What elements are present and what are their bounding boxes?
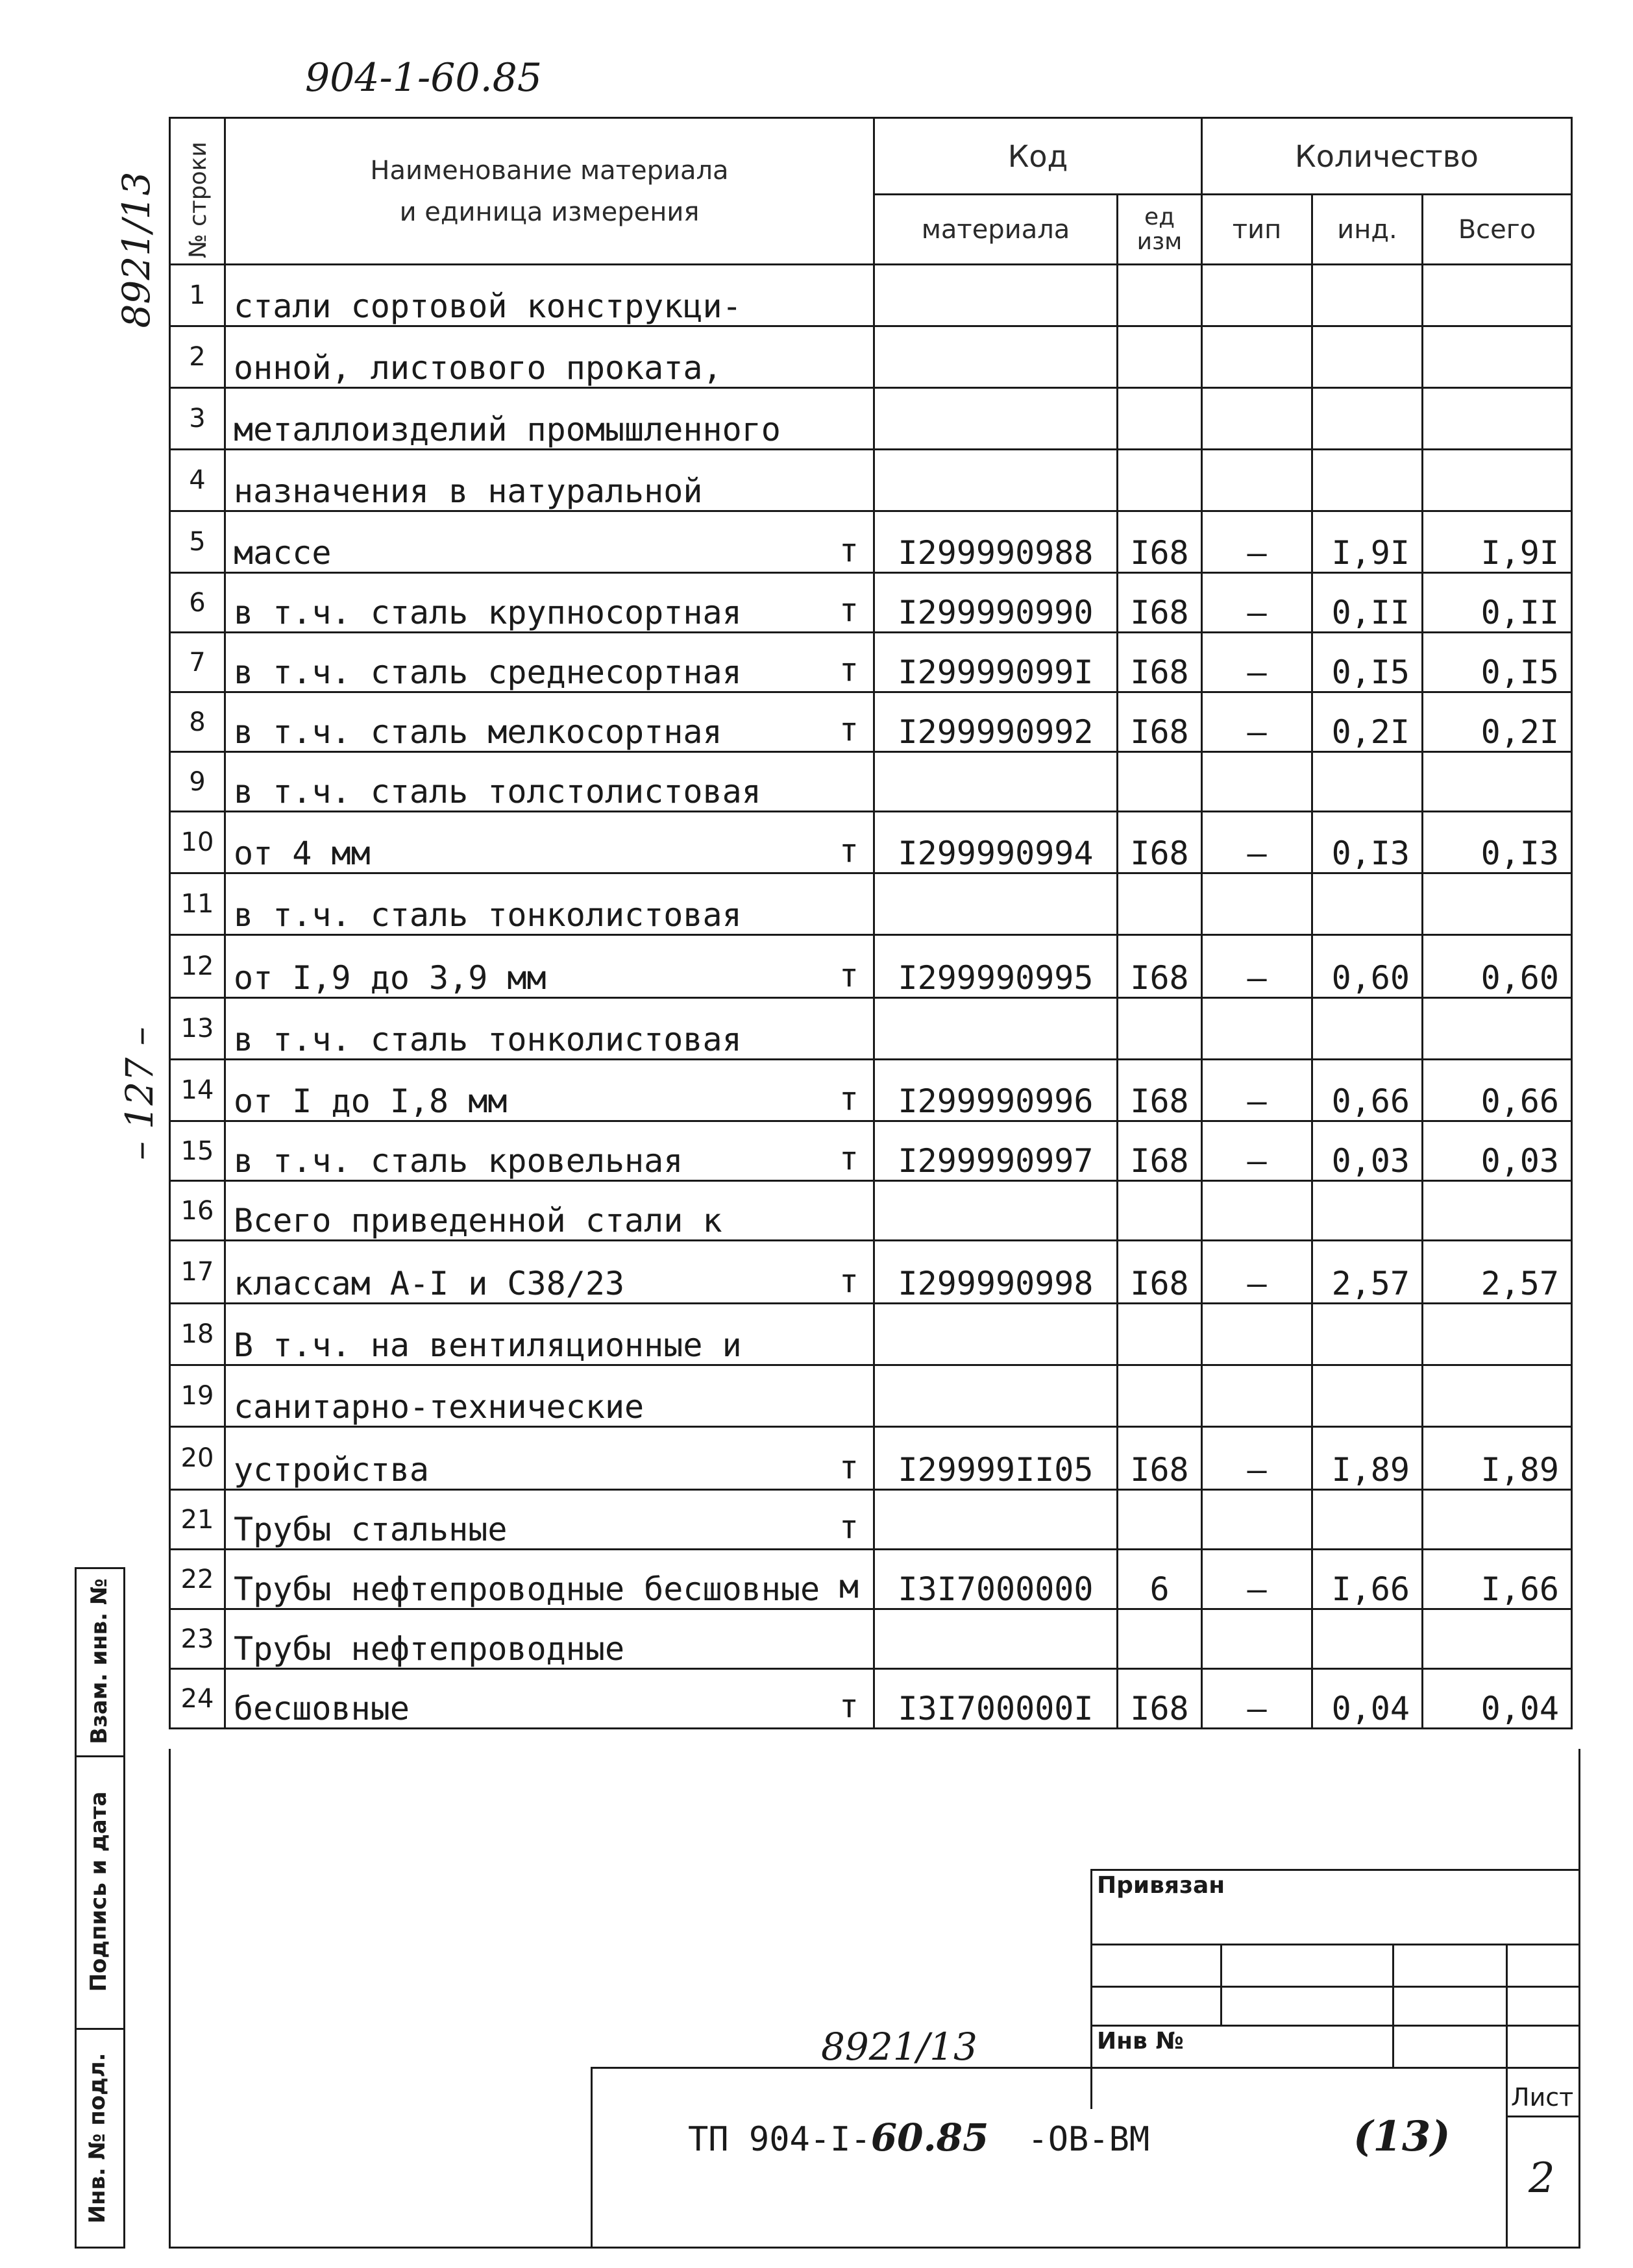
quantity-ind: 0,03 <box>1312 1121 1423 1181</box>
quantity-total <box>1423 873 1572 935</box>
quantity-total <box>1423 450 1572 511</box>
unit-of-measure: т <box>839 1687 859 1725</box>
material-name-cell <box>225 873 874 935</box>
quantity-ind: I,9I <box>1312 511 1423 573</box>
quantity-type: – <box>1202 812 1312 873</box>
quantity-type: – <box>1202 511 1312 573</box>
quantity-total: I,89 <box>1423 1427 1572 1490</box>
row-number: 2 <box>170 326 225 388</box>
unit-code: I68 <box>1118 1427 1202 1490</box>
table-row <box>170 692 1572 752</box>
unit-code: I68 <box>1118 633 1202 692</box>
unit-code: I68 <box>1118 935 1202 998</box>
row-number: 12 <box>170 935 225 998</box>
material-name: Трубы нефтепроводные бесшовные <box>234 1570 820 1608</box>
quantity-type: – <box>1202 1550 1312 1609</box>
type-header: тип <box>1202 195 1312 265</box>
material-name-cell <box>225 752 874 812</box>
quantity-ind: 0,66 <box>1312 1060 1423 1121</box>
material-name: бесшовные <box>234 1690 410 1727</box>
row-number: 18 <box>170 1304 225 1365</box>
material-name-cell <box>225 1609 874 1669</box>
material-code <box>874 1365 1118 1427</box>
quantity-total: I,66 <box>1423 1550 1572 1609</box>
table-row <box>170 1181 1572 1241</box>
quantity-total <box>1423 265 1572 326</box>
unit-code <box>1118 1490 1202 1550</box>
unit-code <box>1118 1304 1202 1365</box>
unit-of-measure: т <box>839 832 859 870</box>
material-code: I299990994 <box>874 812 1118 873</box>
material-name-cell <box>225 326 874 388</box>
table-row <box>170 1304 1572 1365</box>
unit-code: I68 <box>1118 573 1202 633</box>
material-name-cell <box>225 511 874 573</box>
quantity-type: – <box>1202 573 1312 633</box>
quantity-ind: 0,2I <box>1312 692 1423 752</box>
quantity-total: 0,2I <box>1423 692 1572 752</box>
unit-of-measure: т <box>839 711 859 748</box>
table-row <box>170 998 1572 1060</box>
unit-code <box>1118 265 1202 326</box>
material-code: I3I7000000 <box>874 1550 1118 1609</box>
unit-of-measure: т <box>839 957 859 994</box>
quantity-type: – <box>1202 1427 1312 1490</box>
row-number: 16 <box>170 1181 225 1241</box>
signature-date-label: Подпись и дата <box>86 1791 112 1992</box>
quantity-total: 0,60 <box>1423 935 1572 998</box>
material-code <box>874 1609 1118 1669</box>
row-number: 10 <box>170 812 225 873</box>
quantity-ind <box>1312 265 1423 326</box>
quantity-total: 0,I3 <box>1423 812 1572 873</box>
sheet-number: 2 <box>1529 2154 1555 2202</box>
material-name: в т.ч. сталь среднесортная <box>234 653 742 691</box>
material-name: в т.ч. сталь тонколистовая <box>234 1021 742 1058</box>
material-code <box>874 752 1118 812</box>
material-name-cell <box>225 1427 874 1490</box>
quantity-type <box>1202 1304 1312 1365</box>
document-code <box>688 2116 1149 2160</box>
table-row <box>170 1241 1572 1304</box>
material-code: I299990995 <box>874 935 1118 998</box>
material-name-cell <box>225 1365 874 1427</box>
row-number: 7 <box>170 633 225 692</box>
material-name: Трубы стальные <box>234 1511 508 1548</box>
material-code <box>874 1304 1118 1365</box>
material-name: назначения в натуральной <box>234 472 703 510</box>
row-number: 13 <box>170 998 225 1060</box>
unit-code <box>1118 752 1202 812</box>
unit-of-measure: т <box>839 1448 859 1486</box>
material-name: В т.ч. на вентиляционные и <box>234 1326 742 1364</box>
unit-of-measure: т <box>839 531 859 569</box>
table-row <box>170 935 1572 998</box>
material-name: в т.ч. сталь мелкосортная <box>234 713 722 751</box>
material-name: в т.ч. сталь кровельная <box>234 1142 683 1180</box>
quantity-total <box>1423 1609 1572 1669</box>
material-name-cell <box>225 633 874 692</box>
material-name-cell <box>225 1060 874 1121</box>
quantity-total: 0,I5 <box>1423 633 1572 692</box>
quantity-type <box>1202 1609 1312 1669</box>
quantity-total: 0,04 <box>1423 1669 1572 1729</box>
row-number: 1 <box>170 265 225 326</box>
quantity-type <box>1202 1490 1312 1550</box>
unit-code: I68 <box>1118 1669 1202 1729</box>
unit-code <box>1118 1181 1202 1241</box>
quantity-type <box>1202 388 1312 450</box>
quantity-type <box>1202 450 1312 511</box>
row-number: 14 <box>170 1060 225 1121</box>
material-name-cell <box>225 812 874 873</box>
row-number: 5 <box>170 511 225 573</box>
linked-label: Привязан <box>1097 1872 1225 1899</box>
quantity-ind <box>1312 388 1423 450</box>
quantity-type <box>1202 752 1312 812</box>
quantity-ind <box>1312 450 1423 511</box>
material-name-cell <box>225 1304 874 1365</box>
table-row <box>170 812 1572 873</box>
unit-code <box>1118 1609 1202 1669</box>
quantity-ind: 2,57 <box>1312 1241 1423 1304</box>
material-name: в т.ч. сталь толстолистовая <box>234 773 761 811</box>
material-code <box>874 450 1118 511</box>
material-name: в т.ч. сталь крупносортная <box>234 594 742 631</box>
material-name-cell <box>225 1550 874 1609</box>
quantity-type: – <box>1202 1241 1312 1304</box>
quantity-total: 2,57 <box>1423 1241 1572 1304</box>
material-name-cell <box>225 573 874 633</box>
material-name-cell <box>225 1669 874 1729</box>
sheet-label: Лист <box>1511 2083 1574 2112</box>
material-code: I3I700000I <box>874 1669 1118 1729</box>
left-inventory-number: 8921/13 <box>114 171 158 328</box>
document-code-prefix: ТП 904-I- <box>688 2120 871 2159</box>
quantity-total: I,9I <box>1423 511 1572 573</box>
material-code <box>874 1181 1118 1241</box>
material-code: I299990996 <box>874 1060 1118 1121</box>
table-row <box>170 1365 1572 1427</box>
material-name: стали сортовой конструкци- <box>234 287 742 325</box>
ind-header: инд. <box>1312 195 1423 265</box>
quantity-total <box>1423 1304 1572 1365</box>
materials-table <box>169 117 1573 1729</box>
quantity-type <box>1202 265 1312 326</box>
quantity-total: 0,66 <box>1423 1060 1572 1121</box>
unit-code: 6 <box>1118 1550 1202 1609</box>
quantity-ind <box>1312 1181 1423 1241</box>
row-number: 21 <box>170 1490 225 1550</box>
replace-inventory-label: Взам. инв. № <box>86 1578 112 1744</box>
unit-code: I68 <box>1118 1060 1202 1121</box>
quantity-ind <box>1312 1365 1423 1427</box>
unit-code <box>1118 450 1202 511</box>
unit-of-measure: т <box>839 1508 859 1546</box>
material-name-cell <box>225 692 874 752</box>
quantity-ind <box>1312 873 1423 935</box>
quantity-total: 0,03 <box>1423 1121 1572 1181</box>
material-name: классам А-I и С38/23 <box>234 1265 625 1302</box>
row-number: 11 <box>170 873 225 935</box>
quantity-ind <box>1312 1304 1423 1365</box>
unit-code <box>1118 1365 1202 1427</box>
table-row <box>170 1609 1572 1669</box>
material-name-cell <box>225 388 874 450</box>
table-row <box>170 573 1572 633</box>
material-name: Трубы нефтепроводные <box>234 1630 625 1668</box>
row-number: 8 <box>170 692 225 752</box>
table-row <box>170 1550 1572 1609</box>
quantity-ind <box>1312 1490 1423 1550</box>
document-code-suffix: -ОВ-ВМ <box>1027 2120 1150 2159</box>
page-number: – 127 – <box>117 1027 162 1160</box>
material-name: онной, листового проката, <box>234 349 722 387</box>
unit-code <box>1118 873 1202 935</box>
material-name: металлоизделий промышленного <box>234 411 781 448</box>
material-code: I299990990 <box>874 573 1118 633</box>
material-code: I29999099I <box>874 633 1118 692</box>
name-header: Наименование материала и единица измерения <box>225 118 874 265</box>
quantity-total <box>1423 1181 1572 1241</box>
material-code <box>874 326 1118 388</box>
unit-header: ед изм <box>1118 195 1202 265</box>
table-row <box>170 752 1572 812</box>
material-name-cell <box>225 1241 874 1304</box>
quantity-ind <box>1312 1609 1423 1669</box>
material-name-cell <box>225 1121 874 1181</box>
material-name: от 4 мм <box>234 835 371 872</box>
unit-of-measure: т <box>839 1262 859 1300</box>
row-number: 22 <box>170 1550 225 1609</box>
sheet-of-handwritten: (13) <box>1353 2112 1451 2161</box>
table-row <box>170 873 1572 935</box>
row-number: 23 <box>170 1609 225 1669</box>
quantity-total <box>1423 326 1572 388</box>
material-name: устройства <box>234 1451 430 1489</box>
quantity-total <box>1423 998 1572 1060</box>
quantity-ind: 0,I3 <box>1312 812 1423 873</box>
quantity-type: – <box>1202 633 1312 692</box>
quantity-type <box>1202 326 1312 388</box>
table-row <box>170 450 1572 511</box>
table-row <box>170 1121 1572 1181</box>
material-code: I299990997 <box>874 1121 1118 1181</box>
quantity-type: – <box>1202 1060 1312 1121</box>
row-number: 6 <box>170 573 225 633</box>
unit-code <box>1118 388 1202 450</box>
material-code: I29999II05 <box>874 1427 1118 1490</box>
quantity-type: – <box>1202 692 1312 752</box>
material-name-cell <box>225 265 874 326</box>
quantity-ind: 0,04 <box>1312 1669 1423 1729</box>
quantity-type: – <box>1202 1121 1312 1181</box>
quantity-ind <box>1312 326 1423 388</box>
quantity-type <box>1202 1365 1312 1427</box>
material-name: массе <box>234 534 332 572</box>
quantity-total <box>1423 388 1572 450</box>
unit-of-measure: м <box>839 1568 859 1605</box>
unit-code: I68 <box>1118 692 1202 752</box>
quantity-type <box>1202 1181 1312 1241</box>
row-number: 15 <box>170 1121 225 1181</box>
quantity-ind <box>1312 752 1423 812</box>
quantity-ind: 0,I5 <box>1312 633 1423 692</box>
document-number: 904-1-60.85 <box>305 55 543 101</box>
unit-of-measure: т <box>839 1140 859 1177</box>
document-code-handwritten: 60.85 <box>870 2116 989 2160</box>
quantity-header: Количество <box>1202 118 1572 195</box>
row-number: 17 <box>170 1241 225 1304</box>
material-name: в т.ч. сталь тонколистовая <box>234 896 742 934</box>
table-row <box>170 1060 1572 1121</box>
table-row <box>170 1490 1572 1550</box>
unit-code: I68 <box>1118 511 1202 573</box>
row-number: 9 <box>170 752 225 812</box>
material-name-cell <box>225 1181 874 1241</box>
material-code: I299990992 <box>874 692 1118 752</box>
material-name: от I,9 до 3,9 мм <box>234 959 546 997</box>
material-name-cell <box>225 998 874 1060</box>
table-row <box>170 265 1572 326</box>
unit-code: I68 <box>1118 1121 1202 1181</box>
quantity-ind: 0,60 <box>1312 935 1423 998</box>
inventory-number-handwritten: 8921/13 <box>821 2025 977 2069</box>
quantity-total <box>1423 1365 1572 1427</box>
quantity-type <box>1202 873 1312 935</box>
table-row <box>170 633 1572 692</box>
unit-of-measure: т <box>839 651 859 689</box>
material-code <box>874 873 1118 935</box>
row-number: 3 <box>170 388 225 450</box>
quantity-type: – <box>1202 1669 1312 1729</box>
material-code <box>874 998 1118 1060</box>
material-code <box>874 388 1118 450</box>
quantity-ind: I,89 <box>1312 1427 1423 1490</box>
material-code <box>874 265 1118 326</box>
unit-of-measure: т <box>839 1080 859 1117</box>
quantity-ind: I,66 <box>1312 1550 1423 1609</box>
unit-of-measure: т <box>839 591 859 629</box>
material-name: Всего приведенной стали к <box>234 1202 722 1239</box>
table-row <box>170 511 1572 573</box>
inventory-original-label: Инв. № подл. <box>84 2053 110 2224</box>
table-row <box>170 388 1572 450</box>
quantity-total: 0,II <box>1423 573 1572 633</box>
material-code-header: материала <box>874 195 1118 265</box>
quantity-total <box>1423 752 1572 812</box>
unit-code: I68 <box>1118 812 1202 873</box>
inventory-no-label: Инв № <box>1097 2028 1184 2055</box>
material-code: I299990988 <box>874 511 1118 573</box>
material-name-cell <box>225 450 874 511</box>
material-code <box>874 1490 1118 1550</box>
row-number: 20 <box>170 1427 225 1490</box>
code-header: Код <box>874 118 1202 195</box>
unit-code <box>1118 326 1202 388</box>
quantity-ind: 0,II <box>1312 573 1423 633</box>
material-code: I299990998 <box>874 1241 1118 1304</box>
table-row <box>170 1427 1572 1490</box>
row-number: 24 <box>170 1669 225 1729</box>
unit-code: I68 <box>1118 1241 1202 1304</box>
quantity-type: – <box>1202 935 1312 998</box>
material-name: санитарно-технические <box>234 1388 645 1426</box>
quantity-ind <box>1312 998 1423 1060</box>
row-number: 4 <box>170 450 225 511</box>
table-row <box>170 326 1572 388</box>
unit-code <box>1118 998 1202 1060</box>
total-header: Всего <box>1423 195 1572 265</box>
material-name: от I до I,8 мм <box>234 1082 508 1120</box>
material-name-cell <box>225 935 874 998</box>
table-row <box>170 1669 1572 1729</box>
quantity-type <box>1202 998 1312 1060</box>
row-number-header: № строки <box>170 118 225 265</box>
material-name-cell <box>225 1490 874 1550</box>
quantity-total <box>1423 1490 1572 1550</box>
row-number: 19 <box>170 1365 225 1427</box>
